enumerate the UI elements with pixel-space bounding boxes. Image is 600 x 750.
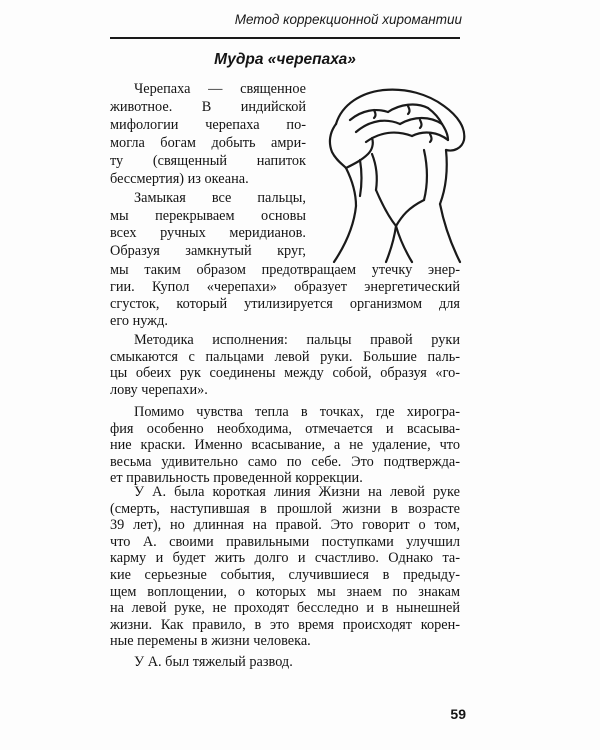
text-line: могла богам добыть амри- xyxy=(110,135,306,151)
text-line: что А. своими правильными поступками улучшил xyxy=(110,533,460,550)
text-line: щем воплощении, о которых мы знаем по знакам xyxy=(110,583,460,600)
paragraph-5 xyxy=(110,484,460,671)
text-line: У А. была короткая линия Жизни на левой руке xyxy=(134,484,460,500)
text-line: мы таким образом предотвращаем утечку энер- xyxy=(110,262,460,278)
text-line: животное. В индийской xyxy=(110,99,306,115)
text-line: Помимо чувства тепла в точках, где хирогра- xyxy=(134,404,460,420)
text-line: гии. Купол «черепахи» образует энергетический xyxy=(110,279,460,295)
text-line: карму и будет жить долго и счастливо. Однако та- xyxy=(110,550,460,567)
text-line: ные перемены в жизни человека. xyxy=(110,633,311,650)
text-line: всех ручных меридианов. xyxy=(110,225,306,241)
text-line: ние краски. Именно всасывание, а не удаление, что xyxy=(110,437,460,454)
paragraph-4 xyxy=(110,404,460,487)
text-line: смыкаются с пальцами левой руки. Большие паль- xyxy=(110,348,460,365)
text-line: жизни. Как правило, в это время происходят корен- xyxy=(110,616,460,633)
paragraph-1 xyxy=(110,80,306,188)
text-line: лову черепахи». xyxy=(110,381,208,398)
text-line: Черепаха — священное xyxy=(134,81,306,97)
paragraph-3 xyxy=(110,332,460,398)
text-line: фия особенно необходима, отмечается и всасыва- xyxy=(110,420,460,437)
paragraph-2 xyxy=(110,190,306,260)
text-line: цы обеих рук соединены между собой, образуя «го- xyxy=(110,365,460,382)
header-rule xyxy=(110,37,460,39)
text-line: кие серьезные события, случившиеся в предыду- xyxy=(110,566,460,583)
text-line: ту (священный напиток xyxy=(110,153,306,169)
text-line: (смерть, наступившая в прошлой жизни в возрасте xyxy=(110,500,460,517)
clasped-hands-turtle-mudra-icon xyxy=(316,80,470,264)
paragraph-2-continued xyxy=(110,262,460,330)
text-line: Методика исполнения: пальцы правой руки xyxy=(134,332,460,348)
text-line: мифологии черепаха по- xyxy=(110,117,306,133)
text-line: ет правильность проведенной коррекции. xyxy=(110,470,363,487)
text-line: 39 лет), но длинная на правой. Это говорит о том, xyxy=(110,517,460,534)
text-line: бессмертия) из океана. xyxy=(110,171,249,187)
section-title: Мудра «черепаха» xyxy=(214,51,356,68)
text-line: мы перекрываем основы xyxy=(110,207,306,224)
text-line: У А. был тяжелый развод. xyxy=(134,653,293,670)
text-line: на левой руке, не проходят бесследно и в нынешней xyxy=(110,600,460,617)
text-line: его нужд. xyxy=(110,313,168,329)
running-head: Метод коррекционной хиромантии xyxy=(234,12,462,27)
text-line: Замыкая все пальцы, xyxy=(134,190,306,206)
mudra-illustration xyxy=(316,80,470,264)
page-number: 59 xyxy=(450,706,466,722)
text-line: сгусток, который утилизируется организмом для xyxy=(110,296,460,312)
text-line: весьма удивительно само по себе. Это подтвержда- xyxy=(110,453,460,470)
text-line: Образуя замкнутый круг, xyxy=(110,242,306,259)
